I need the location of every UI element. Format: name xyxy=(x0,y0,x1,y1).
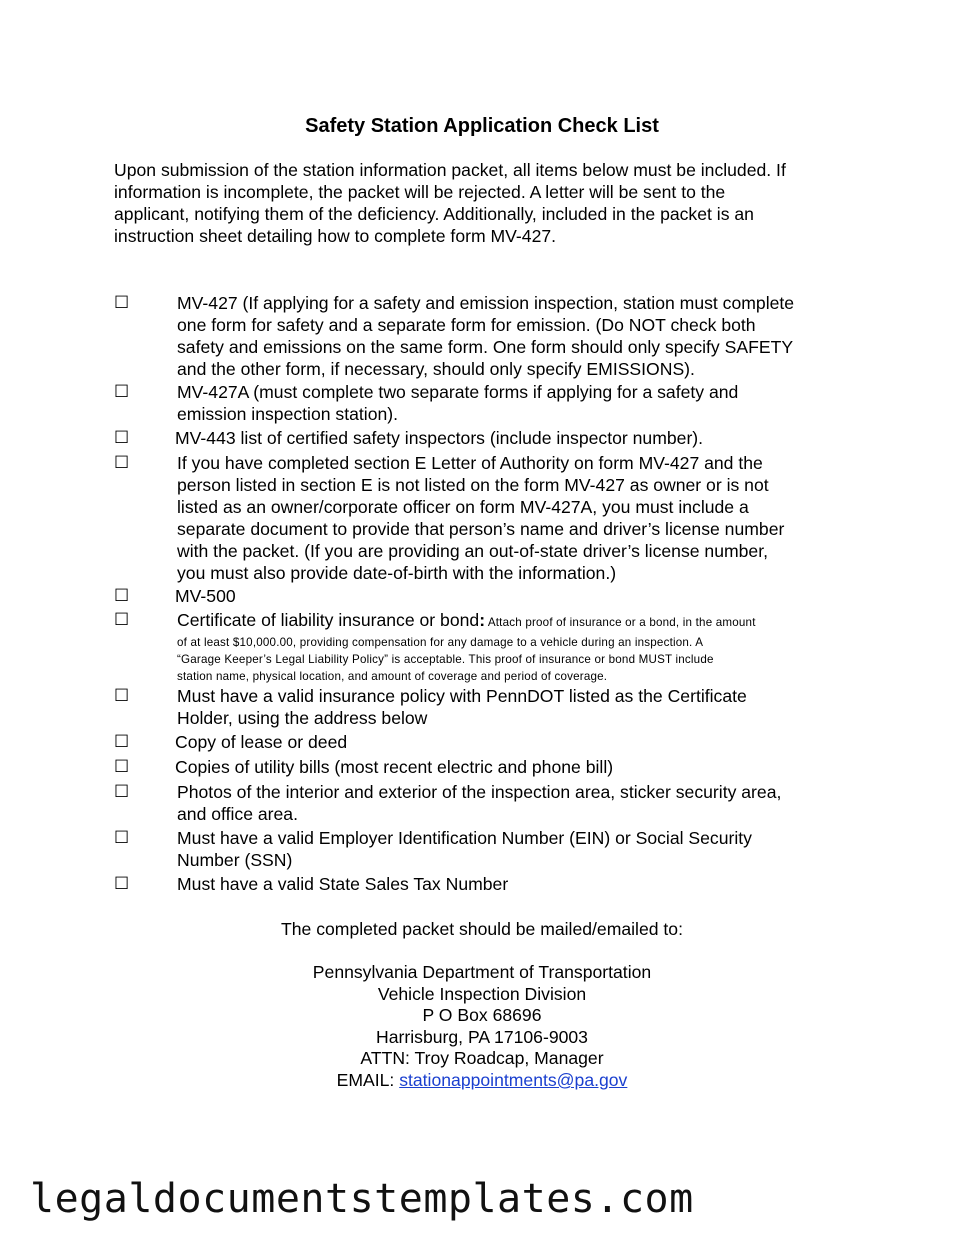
liability-colon: : xyxy=(479,610,486,630)
item-line: MV-500 xyxy=(175,586,236,606)
checkbox-icon[interactable]: ☐ xyxy=(114,828,130,848)
checkbox-icon[interactable]: ☐ xyxy=(114,757,130,777)
checkbox-icon[interactable]: ☐ xyxy=(114,382,130,402)
intro-line: information is incomplete, the packet will be rejected. A letter will be sent to the xyxy=(114,182,726,202)
item-line: separate document to provide that person’s name and driver’s license number xyxy=(177,519,785,539)
checkbox-icon[interactable]: ☐ xyxy=(114,428,130,448)
address-line: Vehicle Inspection Division xyxy=(377,983,587,1004)
watermark: legaldocumentstemplates.com xyxy=(30,1176,694,1222)
intro-line: Upon submission of the station information packet, all items below must be included. If xyxy=(114,160,786,180)
item-line: Must have a valid insurance policy with PennDOT listed as the Certificate xyxy=(177,686,747,706)
item-line: and office area. xyxy=(177,804,298,824)
checkbox-icon[interactable]: ☐ xyxy=(114,453,130,473)
liability-detail: Attach proof of insurance or a bond, in the amount xyxy=(485,616,756,629)
item-line: and the other form, if necessary, should only specify EMISSIONS). xyxy=(177,359,695,379)
intro-line: instruction sheet detailing how to complete form MV-427. xyxy=(114,226,557,246)
item-line: emission inspection station). xyxy=(177,404,399,424)
item-line: Photos of the interior and exterior of the inspection area, sticker security area, xyxy=(177,782,782,802)
checkbox-icon[interactable]: ☐ xyxy=(114,293,130,313)
mailing-address xyxy=(0,962,964,1092)
intro-line: applicant, notifying them of the deficiency. Additionally, included in the packet is an xyxy=(114,204,754,224)
checkbox-icon[interactable]: ☐ xyxy=(114,874,130,894)
item-line: Copy of lease or deed xyxy=(175,732,348,752)
item-line: Must have a valid Employer Identification Number (EIN) or Social Security xyxy=(177,828,752,848)
item-line: MV-443 list of certified safety inspectors (include inspector number). xyxy=(175,428,704,448)
checkbox-icon[interactable]: ☐ xyxy=(114,686,130,706)
item-line: person listed in section E is not listed on the form MV-427 as owner or is not xyxy=(177,475,769,495)
item-line: Must have a valid State Sales Tax Number xyxy=(177,874,509,894)
email-label: EMAIL: xyxy=(336,1069,400,1090)
item-line: MV-427A (must complete two separate forms if applying for a safety and xyxy=(177,382,739,402)
item-line: Number (SSN) xyxy=(177,850,293,870)
item-line: with the packet. (If you are providing an out-of-state driver’s license number, xyxy=(177,541,768,561)
page-title: Safety Station Application Check List xyxy=(305,115,659,137)
item-line: one form for safety and a separate form for emission. (Do NOT check both xyxy=(177,315,756,335)
mailing-instruction: The completed packet should be mailed/emailed to: xyxy=(281,919,683,939)
item-line: Copies of utility bills (most recent electric and phone bill) xyxy=(175,757,614,777)
item-line: safety and emissions on the same form. One form should only specify SAFETY xyxy=(177,337,794,357)
checkbox-icon[interactable]: ☐ xyxy=(114,732,130,752)
item-line: you must also provide date-of-birth with the information.) xyxy=(177,563,617,583)
item-line: listed as an owner/corporate officer on form MV-427A, you must include a xyxy=(177,497,749,517)
liability-detail-line: “Garage Keeper’s Legal Liability Policy” is acceptable. This proof of insurance or bond MUST include xyxy=(177,653,714,666)
liability-heading: Certificate of liability insurance or bond xyxy=(177,610,480,630)
checkbox-icon[interactable]: ☐ xyxy=(114,610,130,630)
liability-detail-line: station name, physical location, and amount of coverage and period of coverage. xyxy=(177,670,608,683)
email-line xyxy=(0,1070,964,1092)
liability-detail-line: of at least $10,000.00, providing compensation for any damage to a vehicle during an inspection. A xyxy=(177,636,704,649)
checkbox-icon[interactable]: ☐ xyxy=(114,782,130,802)
address-line: P O Box 68696 xyxy=(422,1005,542,1026)
item-line: If you have completed section E Letter of Authority on form MV-427 and the xyxy=(177,453,763,473)
address-line: Harrisburg, PA 17106-9003 xyxy=(376,1026,588,1047)
address-line: ATTN: Troy Roadcap, Manager xyxy=(360,1048,604,1069)
address-line: Pennsylvania Department of Transportation xyxy=(312,962,652,982)
email-link[interactable]: stationappointments@pa.gov xyxy=(399,1069,628,1090)
checkbox-icon[interactable]: ☐ xyxy=(114,586,130,606)
item-line: Holder, using the address below xyxy=(177,708,428,728)
item-line: MV-427 (If applying for a safety and emission inspection, station must complete xyxy=(177,293,795,313)
